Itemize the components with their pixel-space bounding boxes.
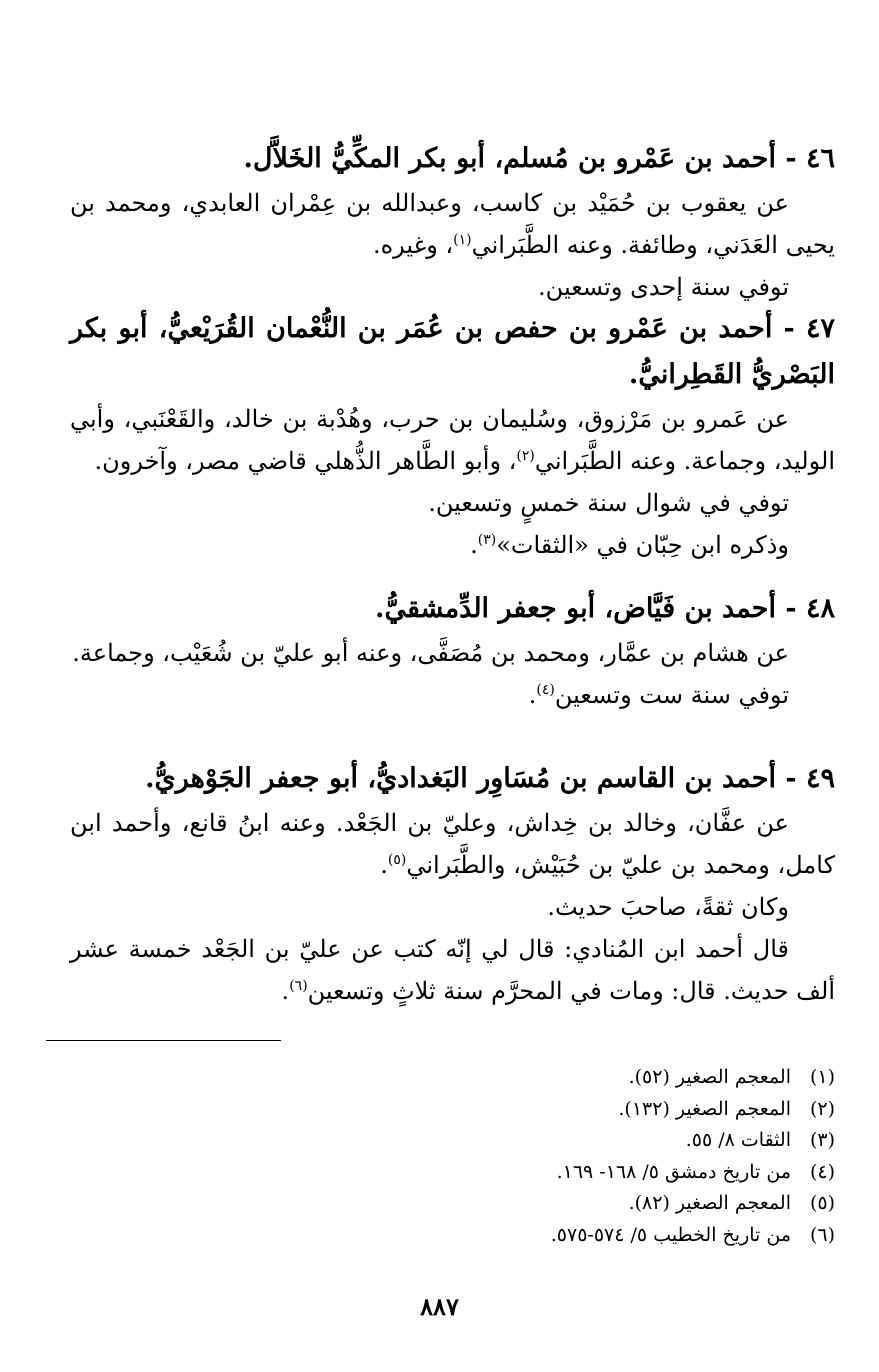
entry-46-text: عن يعقوب بن حُمَيْد بن كاسب، وعبدالله بن عِمْران العابدي، ومحمد بن يحيى العَدَني، وطائفة. وعنه الطَّبَراني	[70, 189, 835, 259]
entry-49	[70, 756, 835, 1012]
entry-49-text-end: .	[380, 851, 388, 879]
entry-48-death	[70, 674, 835, 716]
footnote-text: من تاريخ الخطيب ٥/ ٥٧٤-٥٧٥.	[550, 1223, 791, 1246]
footnote-4	[44, 1157, 835, 1189]
entry-47-heading: ٤٧ - أحمد بن عَمْرو بن حفص بن عُمَر بن النُّعْمان القُرَيْعيُّ، أبو بكر البَصْريُّ القَطِرانيُّ.	[70, 313, 835, 390]
footnote-ref-4: (٤)	[536, 682, 555, 698]
entry-47-mention-end: .	[470, 531, 478, 559]
entry-47-mention-text: وذكره ابن حِبّان في «الثقات»	[496, 531, 789, 559]
footnote-5	[44, 1188, 835, 1220]
footnotes	[44, 1062, 835, 1251]
footnote-number: (١)	[809, 1066, 835, 1088]
entry-49-quote-end: .	[281, 977, 290, 1005]
entry-47-narration	[70, 398, 835, 482]
footnote-ref-6: (٦)	[289, 978, 308, 994]
entry-48-death-text: توفي سنة ست وتسعين	[554, 681, 789, 709]
footnote-number: (٢)	[809, 1097, 835, 1120]
entry-48-heading: ٤٨ - أحمد بن فَيَّاض، أبو جعفر الدِّمشقيُّ.	[375, 593, 835, 624]
footnote-number: (٥)	[809, 1192, 835, 1214]
footnote-3	[44, 1125, 835, 1157]
entry-46-heading: ٤٦ - أحمد بن عَمْرو بن مُسلم، أبو بكر المكِّيُّ الخَلاَّل.	[243, 143, 835, 174]
page-number: ٨٨٧	[420, 1292, 459, 1321]
entry-48-narration: عن هشام بن عمَّار، ومحمد بن مُصَفَّى، وعنه أبو عليّ بن شُعَيْب، وجماعة.	[72, 639, 789, 667]
entry-46-narration	[70, 182, 835, 266]
entry-48-death-end: .	[528, 681, 537, 709]
entry-46-text-end: ، وغيره.	[372, 231, 454, 259]
entry-47-mention	[70, 524, 835, 566]
footnote-ref-1: (١)	[453, 232, 472, 248]
footnote-text: المعجم الصغير (٨٢).	[628, 1192, 791, 1214]
entry-49-heading: ٤٩ - أحمد بن القاسم بن مُسَاوِر البَغداديُّ، أبو جعفر الجَوْهريُّ.	[145, 763, 835, 794]
footnote-1	[44, 1062, 835, 1094]
entry-46	[70, 136, 835, 308]
footnote-ref-5: (٥)	[387, 852, 407, 868]
footnote-text: من تاريخ دمشق ٥/ ١٦٨- ١٦٩.	[556, 1160, 791, 1183]
footnote-text: المعجم الصغير (٥٢).	[628, 1066, 791, 1088]
footnote-text: الثقات ٨/ ٥٥.	[685, 1129, 791, 1151]
entry-49-trust: وكان ثقةً، صاحبَ حديث.	[547, 893, 789, 921]
entry-48	[70, 586, 835, 716]
footnote-number: (٤)	[809, 1160, 835, 1183]
entry-47-text: عن عَمرو بن مَرْزوق، وسُليمان بن حرب، وهُدْبة بن خالد، والقَعْنَبي، وأبي الوليد، وجماعة. وعنه الطَّبَراني	[70, 405, 835, 475]
footnote-ref-2: (٢)	[516, 448, 535, 464]
entry-49-quote-text: قال أحمد ابن المُنادي: قال لي إنّه كتب عن عليّ بن الجَعْد خمسة عشر ألف حديث. قال: ومات في المحرَّم سنة ثلاثٍ وتسعين	[70, 935, 835, 1005]
footnote-ref-3: (٣)	[477, 532, 497, 548]
footnote-6	[44, 1220, 835, 1252]
entry-47-death: توفي في شوال سنة خمسٍ وتسعين.	[428, 489, 789, 517]
footnote-number: (٣)	[809, 1129, 835, 1151]
footnote-divider	[46, 1040, 281, 1041]
footnote-number: (٦)	[809, 1223, 835, 1246]
entry-47	[70, 306, 835, 566]
footnote-text: المعجم الصغير (١٣٢).	[618, 1097, 791, 1120]
entry-49-narration	[70, 802, 835, 886]
entry-46-death: توفي سنة إحدى وتسعين.	[538, 273, 789, 301]
entry-49-text: عن عفَّان، وخالد بن خِداش، وعليّ بن الجَعْد. وعنه ابنُ قانع، وأحمد ابن كامل، ومحمد بن عليّ بن حُبَيْش، والطَّبَراني	[70, 809, 835, 879]
footnote-2	[44, 1094, 835, 1126]
entry-47-text-end: ، وأبو الطَّاهر الذُّهلي قاضي مصر، وآخرون.	[94, 447, 517, 475]
entry-49-quote	[70, 928, 835, 1012]
